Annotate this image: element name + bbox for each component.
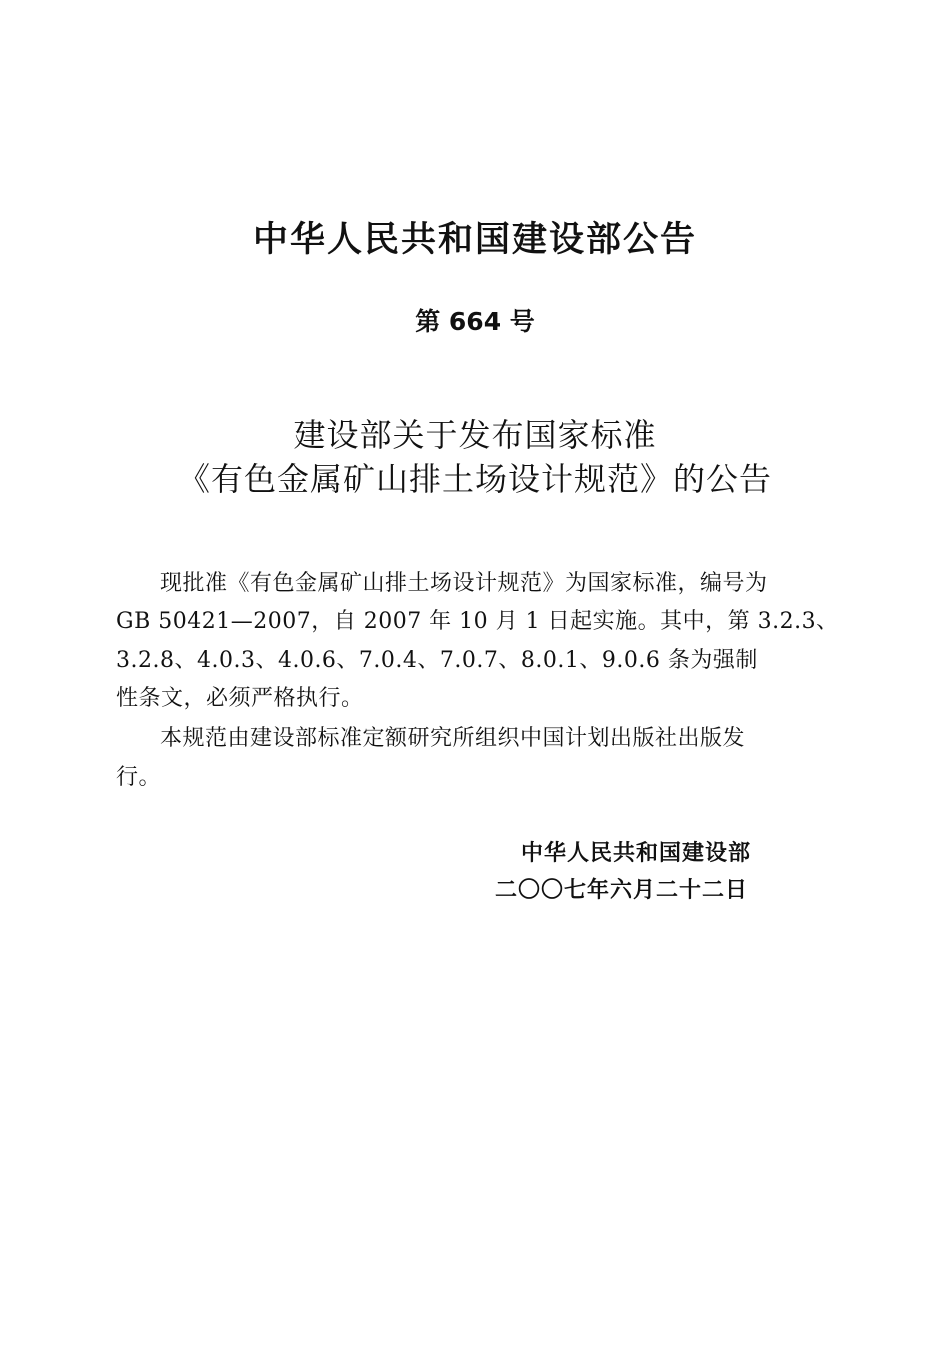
notice-number: 第 664 号: [415, 307, 535, 336]
page-title: 中华人民共和国建设部公告: [252, 220, 697, 260]
paragraph2-line2: 行。: [116, 765, 162, 790]
paragraph1-line2: GB 50421—2007，自 2007 年 10 月 1 日起实施。其中，第 3.2.3、: [116, 609, 839, 634]
signature-organization: 中华人民共和国建设部: [521, 841, 752, 866]
paragraph1-line4: 性条文，必须严格执行。: [116, 686, 364, 711]
announcement-subtitle-line1: 建设部关于发布国家标准: [293, 416, 657, 454]
paragraph1-line3: 3.2.8、4.0.3、4.0.6、7.0.4、7.0.7、8.0.1、9.0.6 条为强制: [116, 648, 758, 673]
announcement-subtitle-line2: 《有色金属矿山排土场设计规范》的公告: [177, 460, 772, 498]
paragraph1-line1: 现批准《有色金属矿山排土场设计规范》为国家标准，编号为: [160, 571, 768, 596]
signature-date: 二〇〇七年六月二十二日: [495, 878, 749, 903]
paragraph2-line1: 本规范由建设部标准定额研究所组织中国计划出版社出版发: [160, 726, 746, 751]
